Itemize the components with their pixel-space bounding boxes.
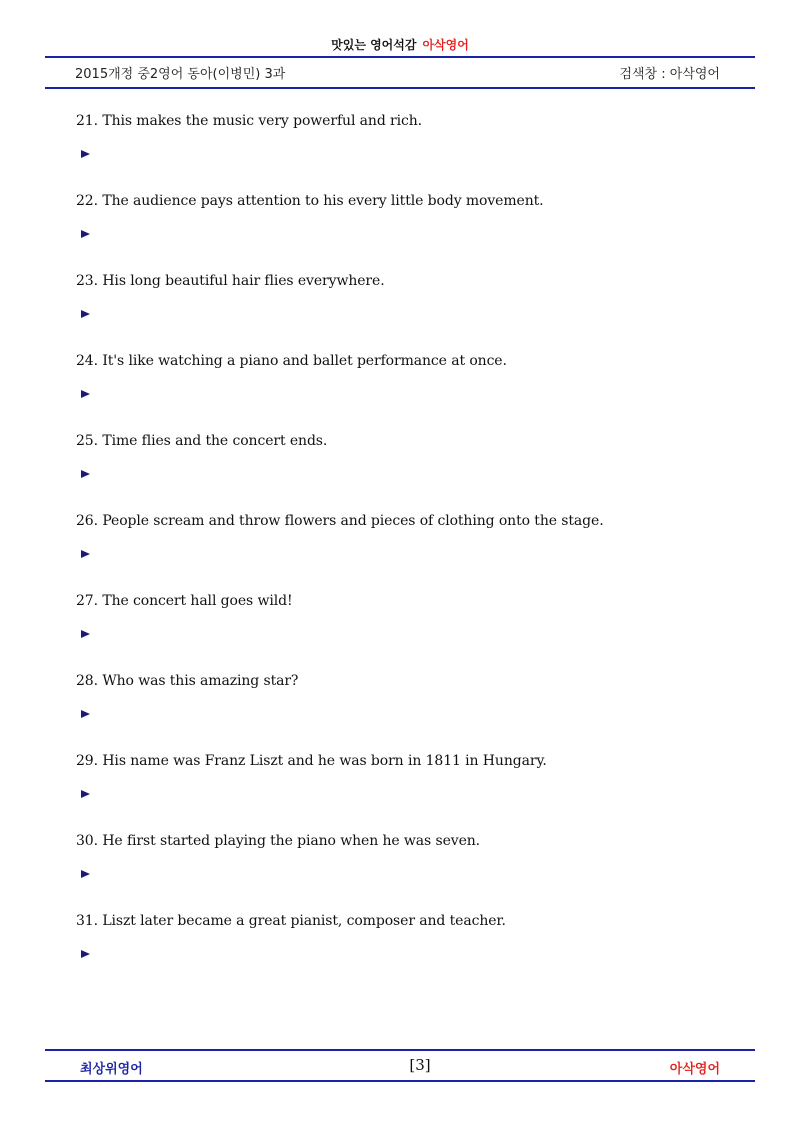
- question-29: 29. His name was Franz Liszt and he was born in 1811 in Hungary.: [76, 753, 547, 769]
- answer-arrow-icon: [81, 390, 90, 398]
- answer-arrow-icon: [81, 790, 90, 798]
- question-21: 21. This makes the music very powerful and rich.: [76, 113, 423, 129]
- footer-left-label: 최상위영어: [80, 1062, 143, 1077]
- tagline-text: 맛있는 영어석감: [331, 38, 417, 52]
- question-22: 22. The audience pays attention to his every little body movement.: [76, 193, 544, 209]
- question-25: 25. Time flies and the concert ends.: [76, 433, 328, 449]
- answer-arrow-icon: [81, 710, 90, 718]
- header-rule-bottom: [45, 87, 755, 89]
- answer-arrow-icon: [81, 470, 90, 478]
- search-hint: 검색창 : 아삭영어: [619, 67, 720, 82]
- answer-arrow-icon: [81, 550, 90, 558]
- document-title: 2015개정 중2영어 동아(이병민) 3과: [75, 67, 286, 82]
- question-27: 27. The concert hall goes wild!: [76, 593, 293, 609]
- page-number: [3]: [409, 1056, 431, 1074]
- footer-rule-bottom: [45, 1080, 755, 1082]
- answer-arrow-icon: [81, 950, 90, 958]
- question-28: 28. Who was this amazing star?: [76, 673, 299, 689]
- answer-arrow-icon: [81, 870, 90, 878]
- header-rule-top: [45, 56, 755, 58]
- question-26: 26. People scream and throw flowers and pieces of clothing onto the stage.: [76, 513, 604, 529]
- question-23: 23. His long beautiful hair flies everywhere.: [76, 273, 385, 289]
- question-24: 24. It's like watching a piano and ballet performance at once.: [76, 353, 507, 369]
- header-row: [75, 63, 720, 82]
- answer-arrow-icon: [81, 150, 90, 158]
- question-31: 31. Liszt later became a great pianist, composer and teacher.: [76, 913, 506, 929]
- footer-brand: 아삭영어: [669, 1062, 720, 1077]
- tagline-brand: 아삭영어: [422, 38, 469, 52]
- answer-arrow-icon: [81, 230, 90, 238]
- footer-rule-top: [45, 1049, 755, 1051]
- top-tagline: [0, 36, 800, 53]
- answer-arrow-icon: [81, 310, 90, 318]
- question-30: 30. He first started playing the piano when he was seven.: [76, 833, 481, 849]
- answer-arrow-icon: [81, 630, 90, 638]
